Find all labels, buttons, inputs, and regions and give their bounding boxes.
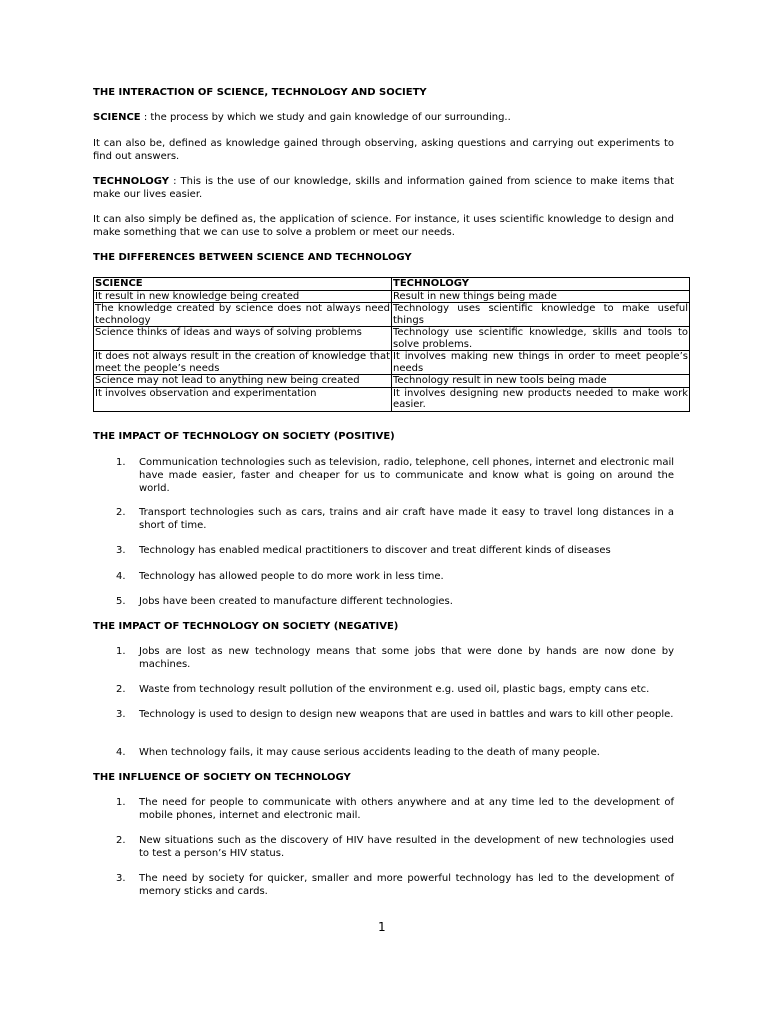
table-cell: Technology uses scientific knowledge to make useful things [393, 303, 688, 326]
table-row [94, 327, 690, 351]
list-item-number: 4. [116, 747, 126, 758]
document-title: THE INTERACTION OF SCIENCE, TECHNOLOGY AND SOCIETY [93, 87, 427, 98]
table-header-row [94, 278, 690, 291]
positive-impact-heading: THE IMPACT OF TECHNOLOGY ON SOCIETY (POSITIVE) [93, 431, 395, 442]
table-row [94, 351, 690, 375]
table-cell: The knowledge created by science does not always need technology [95, 303, 390, 326]
table-row [94, 387, 690, 411]
technology-definition-extended: It can also simply be defined as, the application of science. For instance, it uses scientific knowledge to design and make something that we can use to solve a problem or meet our needs. [93, 214, 674, 238]
list-item-text: Technology is used to design to design new weapons that are used in battles and wars to kill other people. [139, 709, 674, 720]
page-number: 1 [378, 920, 386, 934]
table-cell: It does not always result in the creation of knowledge that meet the people’s needs [95, 351, 390, 374]
table-cell: Science may not lead to anything new being created [94, 375, 392, 388]
influence-heading: THE INFLUENCE OF SOCIETY ON TECHNOLOGY [93, 772, 351, 783]
technology-definition [93, 175, 674, 201]
list-item-number: 3. [116, 545, 126, 556]
list-item-text: Jobs are lost as new technology means that some jobs that were done by hands are now done by machines. [139, 646, 674, 670]
list-item-number: 3. [116, 709, 126, 720]
table-cell: Technology use scientific knowledge, skills and tools to solve problems. [393, 327, 688, 350]
list-item-number: 1. [116, 457, 126, 468]
list-item-number: 2. [116, 684, 126, 695]
list-item-text: Jobs have been created to manufacture different technologies. [139, 596, 453, 607]
table-row [94, 303, 690, 327]
technology-definition-text: : This is the use of our knowledge, skills and information gained from science to make items that make our lives easier. [93, 176, 674, 200]
list-item-text: The need by society for quicker, smaller and more powerful technology has led to the development of memory sticks and cards. [139, 873, 674, 897]
table-header-science: SCIENCE [94, 278, 392, 291]
technology-term: TECHNOLOGY [93, 176, 169, 187]
list-item-number: 5. [116, 596, 126, 607]
table-cell: It involves making new things in order to meet people’s needs [393, 351, 688, 374]
differences-heading: THE DIFFERENCES BETWEEN SCIENCE AND TECHNOLOGY [93, 252, 412, 263]
table-row [94, 290, 690, 303]
table-cell: Technology result in new tools being made [392, 375, 690, 388]
list-item-text: Communication technologies such as television, radio, telephone, cell phones, internet and electronic mail have made easier, faster and cheaper for us to communicate and know what is going on around the world. [139, 457, 674, 494]
list-item-number: 2. [116, 507, 126, 518]
table-cell: It involves designing new products needed to make work easier. [393, 387, 688, 410]
negative-impact-heading: THE IMPACT OF TECHNOLOGY ON SOCIETY (NEGATIVE) [93, 621, 399, 632]
table-cell: It result in new knowledge being created [94, 290, 392, 303]
list-item-number: 4. [116, 571, 126, 582]
table-header-technology: TECHNOLOGY [392, 278, 690, 291]
list-item-text: Transport technologies such as cars, trains and air craft have made it easy to travel long distances in a short of time. [139, 507, 674, 531]
science-definition-text: : the process by which we study and gain knowledge of our surrounding.. [140, 112, 511, 123]
table-cell: It involves observation and experimentation [94, 387, 392, 411]
list-item-text: The need for people to communicate with others anywhere and at any time led to the development of mobile phones, internet and electronic mail. [139, 797, 674, 821]
list-item-number: 1. [116, 646, 126, 657]
science-definition-extended: It can also be, defined as knowledge gained through observing, asking questions and carrying out experiments to find out answers. [93, 138, 674, 162]
differences-table [93, 277, 690, 412]
list-item-text: Technology has enabled medical practitioners to discover and treat different kinds of diseases [139, 545, 611, 556]
list-item-number: 2. [116, 835, 126, 846]
list-item-text: Waste from technology result pollution of the environment e.g. used oil, plastic bags, empty cans etc. [139, 684, 650, 695]
science-definition [93, 111, 674, 124]
list-item-text: Technology has allowed people to do more work in less time. [139, 571, 444, 582]
list-item-number: 1. [116, 797, 126, 808]
science-term: SCIENCE [93, 112, 141, 123]
list-item-text: New situations such as the discovery of HIV have resulted in the development of new technologies used to test a person’s HIV status. [139, 835, 674, 859]
table-cell: Science thinks of ideas and ways of solving problems [94, 327, 392, 351]
list-item-number: 3. [116, 873, 126, 884]
list-item-text: When technology fails, it may cause serious accidents leading to the death of many people. [139, 747, 600, 758]
table-row [94, 375, 690, 388]
table-cell: Result in new things being made [392, 290, 690, 303]
